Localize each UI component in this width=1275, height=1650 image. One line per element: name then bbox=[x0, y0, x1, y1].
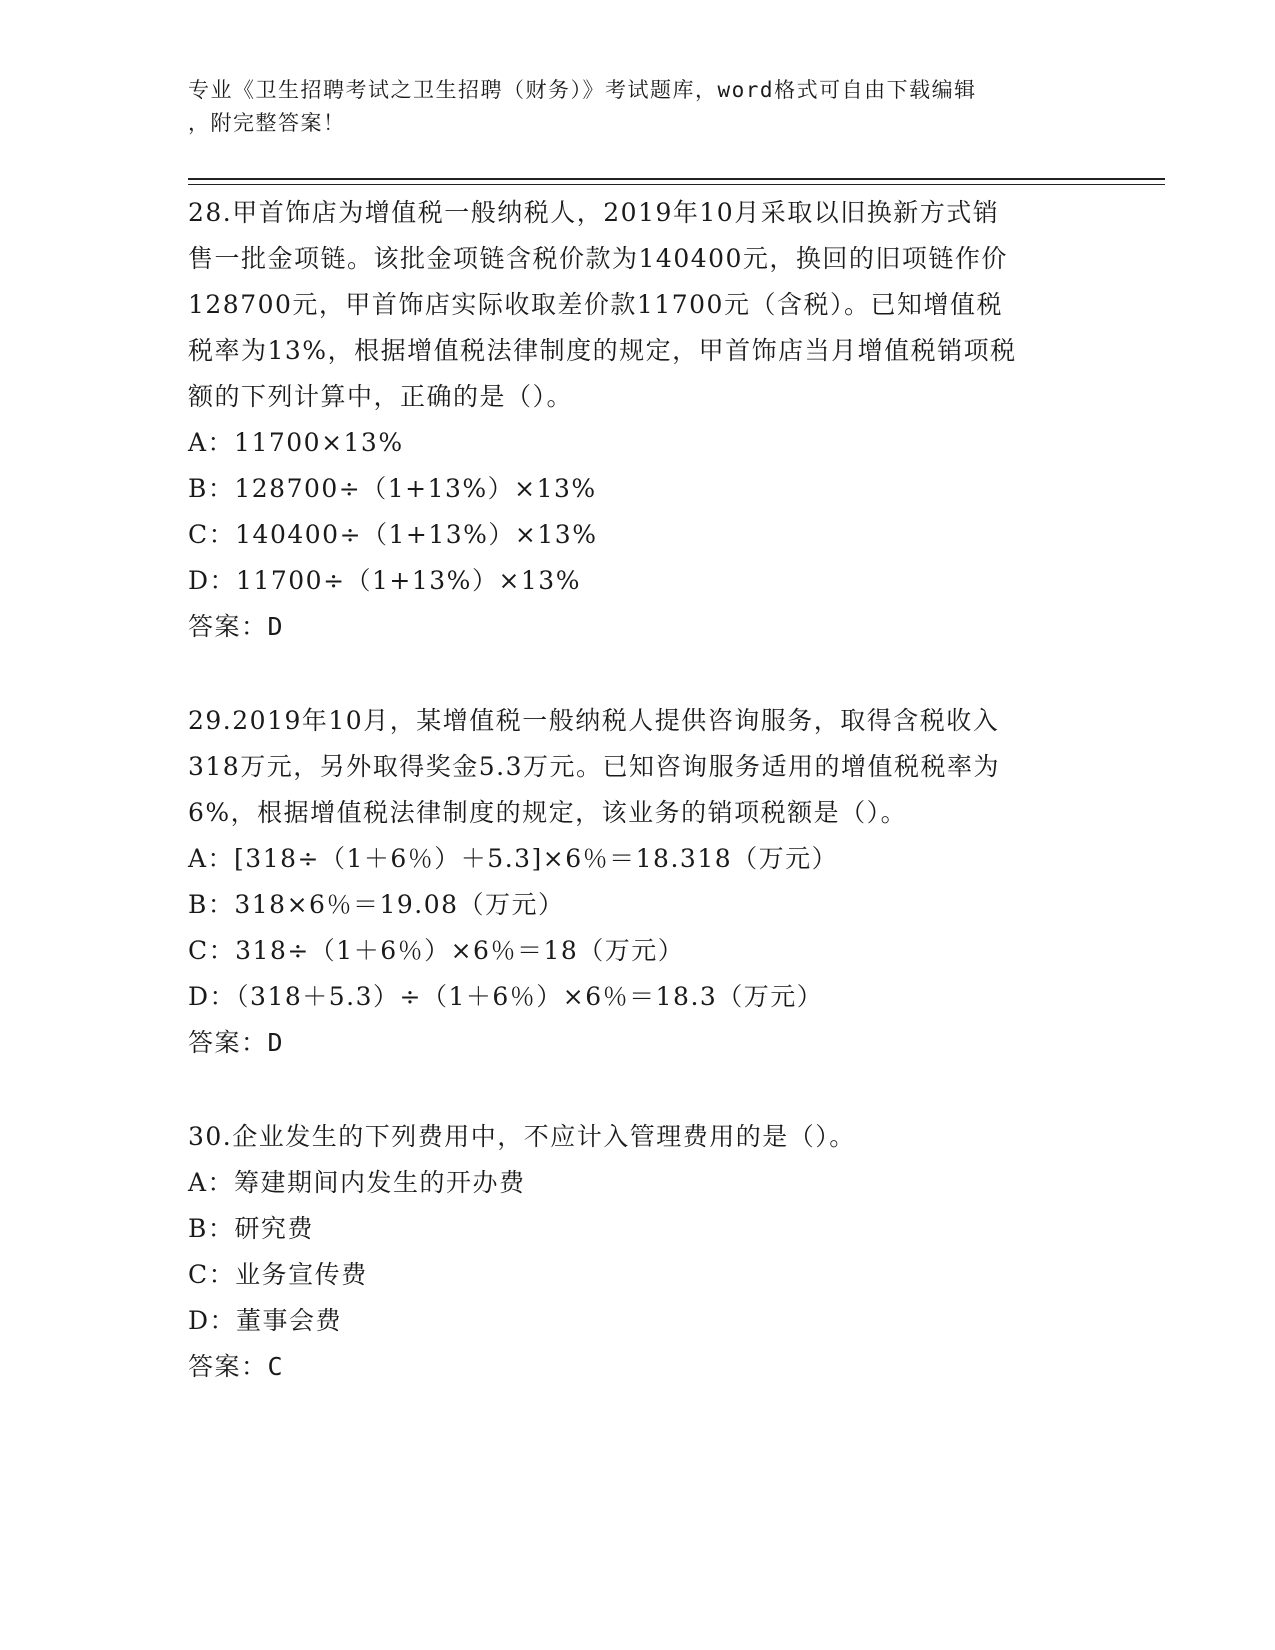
question-text-line: 29.2019年10月，某增值税一般纳税人提供咨询服务，取得含税收入 bbox=[188, 706, 1000, 735]
option-a: A：[318÷（1＋6％）＋5.3]×6％＝18.318（万元） bbox=[188, 844, 839, 873]
option-b: B：318×6％＝19.08（万元） bbox=[188, 890, 565, 919]
question-28 bbox=[188, 190, 1088, 650]
answer-label: 答案：D bbox=[188, 612, 285, 641]
question-text-line: 税率为13%，根据增值税法律制度的规定，甲首饰店当月增值税销项税 bbox=[188, 336, 1017, 365]
option-d: D：（318＋5.3）÷（1＋6％）×6％＝18.3（万元） bbox=[188, 982, 824, 1011]
option-d: D：董事会费 bbox=[188, 1306, 343, 1335]
question-text-line: 售一批金项链。该批金项链含税价款为140400元，换回的旧项链作价 bbox=[188, 244, 1008, 273]
answer-label: 答案：D bbox=[188, 1028, 285, 1057]
option-b: B：128700÷（1+13%）×13% bbox=[188, 474, 597, 503]
option-b: B：研究费 bbox=[188, 1214, 314, 1243]
option-d: D：11700÷（1+13%）×13% bbox=[188, 566, 581, 595]
question-text-line: 30.企业发生的下列费用中，不应计入管理费用的是（）。 bbox=[188, 1122, 856, 1151]
question-29 bbox=[188, 698, 1088, 1066]
question-text-line: 额的下列计算中，正确的是（）。 bbox=[188, 382, 574, 411]
question-text-line: 318万元，另外取得奖金5.3万元。已知咨询服务适用的增值税税率为 bbox=[188, 752, 1000, 781]
option-a: A：筹建期间内发生的开办费 bbox=[188, 1168, 526, 1197]
document-header bbox=[188, 74, 1088, 140]
option-c: C：318÷（1＋6％）×6％＝18（万元） bbox=[188, 936, 685, 965]
option-c: C：140400÷（1+13%）×13% bbox=[188, 520, 598, 549]
option-a: A：11700×13% bbox=[188, 428, 404, 457]
header-divider-thick bbox=[188, 178, 1165, 180]
question-text-line: 6%，根据增值税法律制度的规定，该业务的销项税额是（）。 bbox=[188, 798, 908, 827]
answer-label: 答案：C bbox=[188, 1352, 285, 1381]
option-c: C：业务宣传费 bbox=[188, 1260, 368, 1289]
header-line-2: ，附完整答案！ bbox=[188, 111, 346, 135]
header-line-1: 专业《卫生招聘考试之卫生招聘（财务）》考试题库，word格式可自由下载编辑 bbox=[188, 78, 977, 102]
question-text-line: 128700元，甲首饰店实际收取差价款11700元（含税）。已知增值税 bbox=[188, 290, 1003, 319]
question-list bbox=[188, 190, 1088, 1438]
question-text-line: 28.甲首饰店为增值税一般纳税人，2019年10月采取以旧换新方式销 bbox=[188, 198, 1000, 227]
question-30 bbox=[188, 1114, 1088, 1390]
header-divider-thin bbox=[188, 184, 1165, 185]
